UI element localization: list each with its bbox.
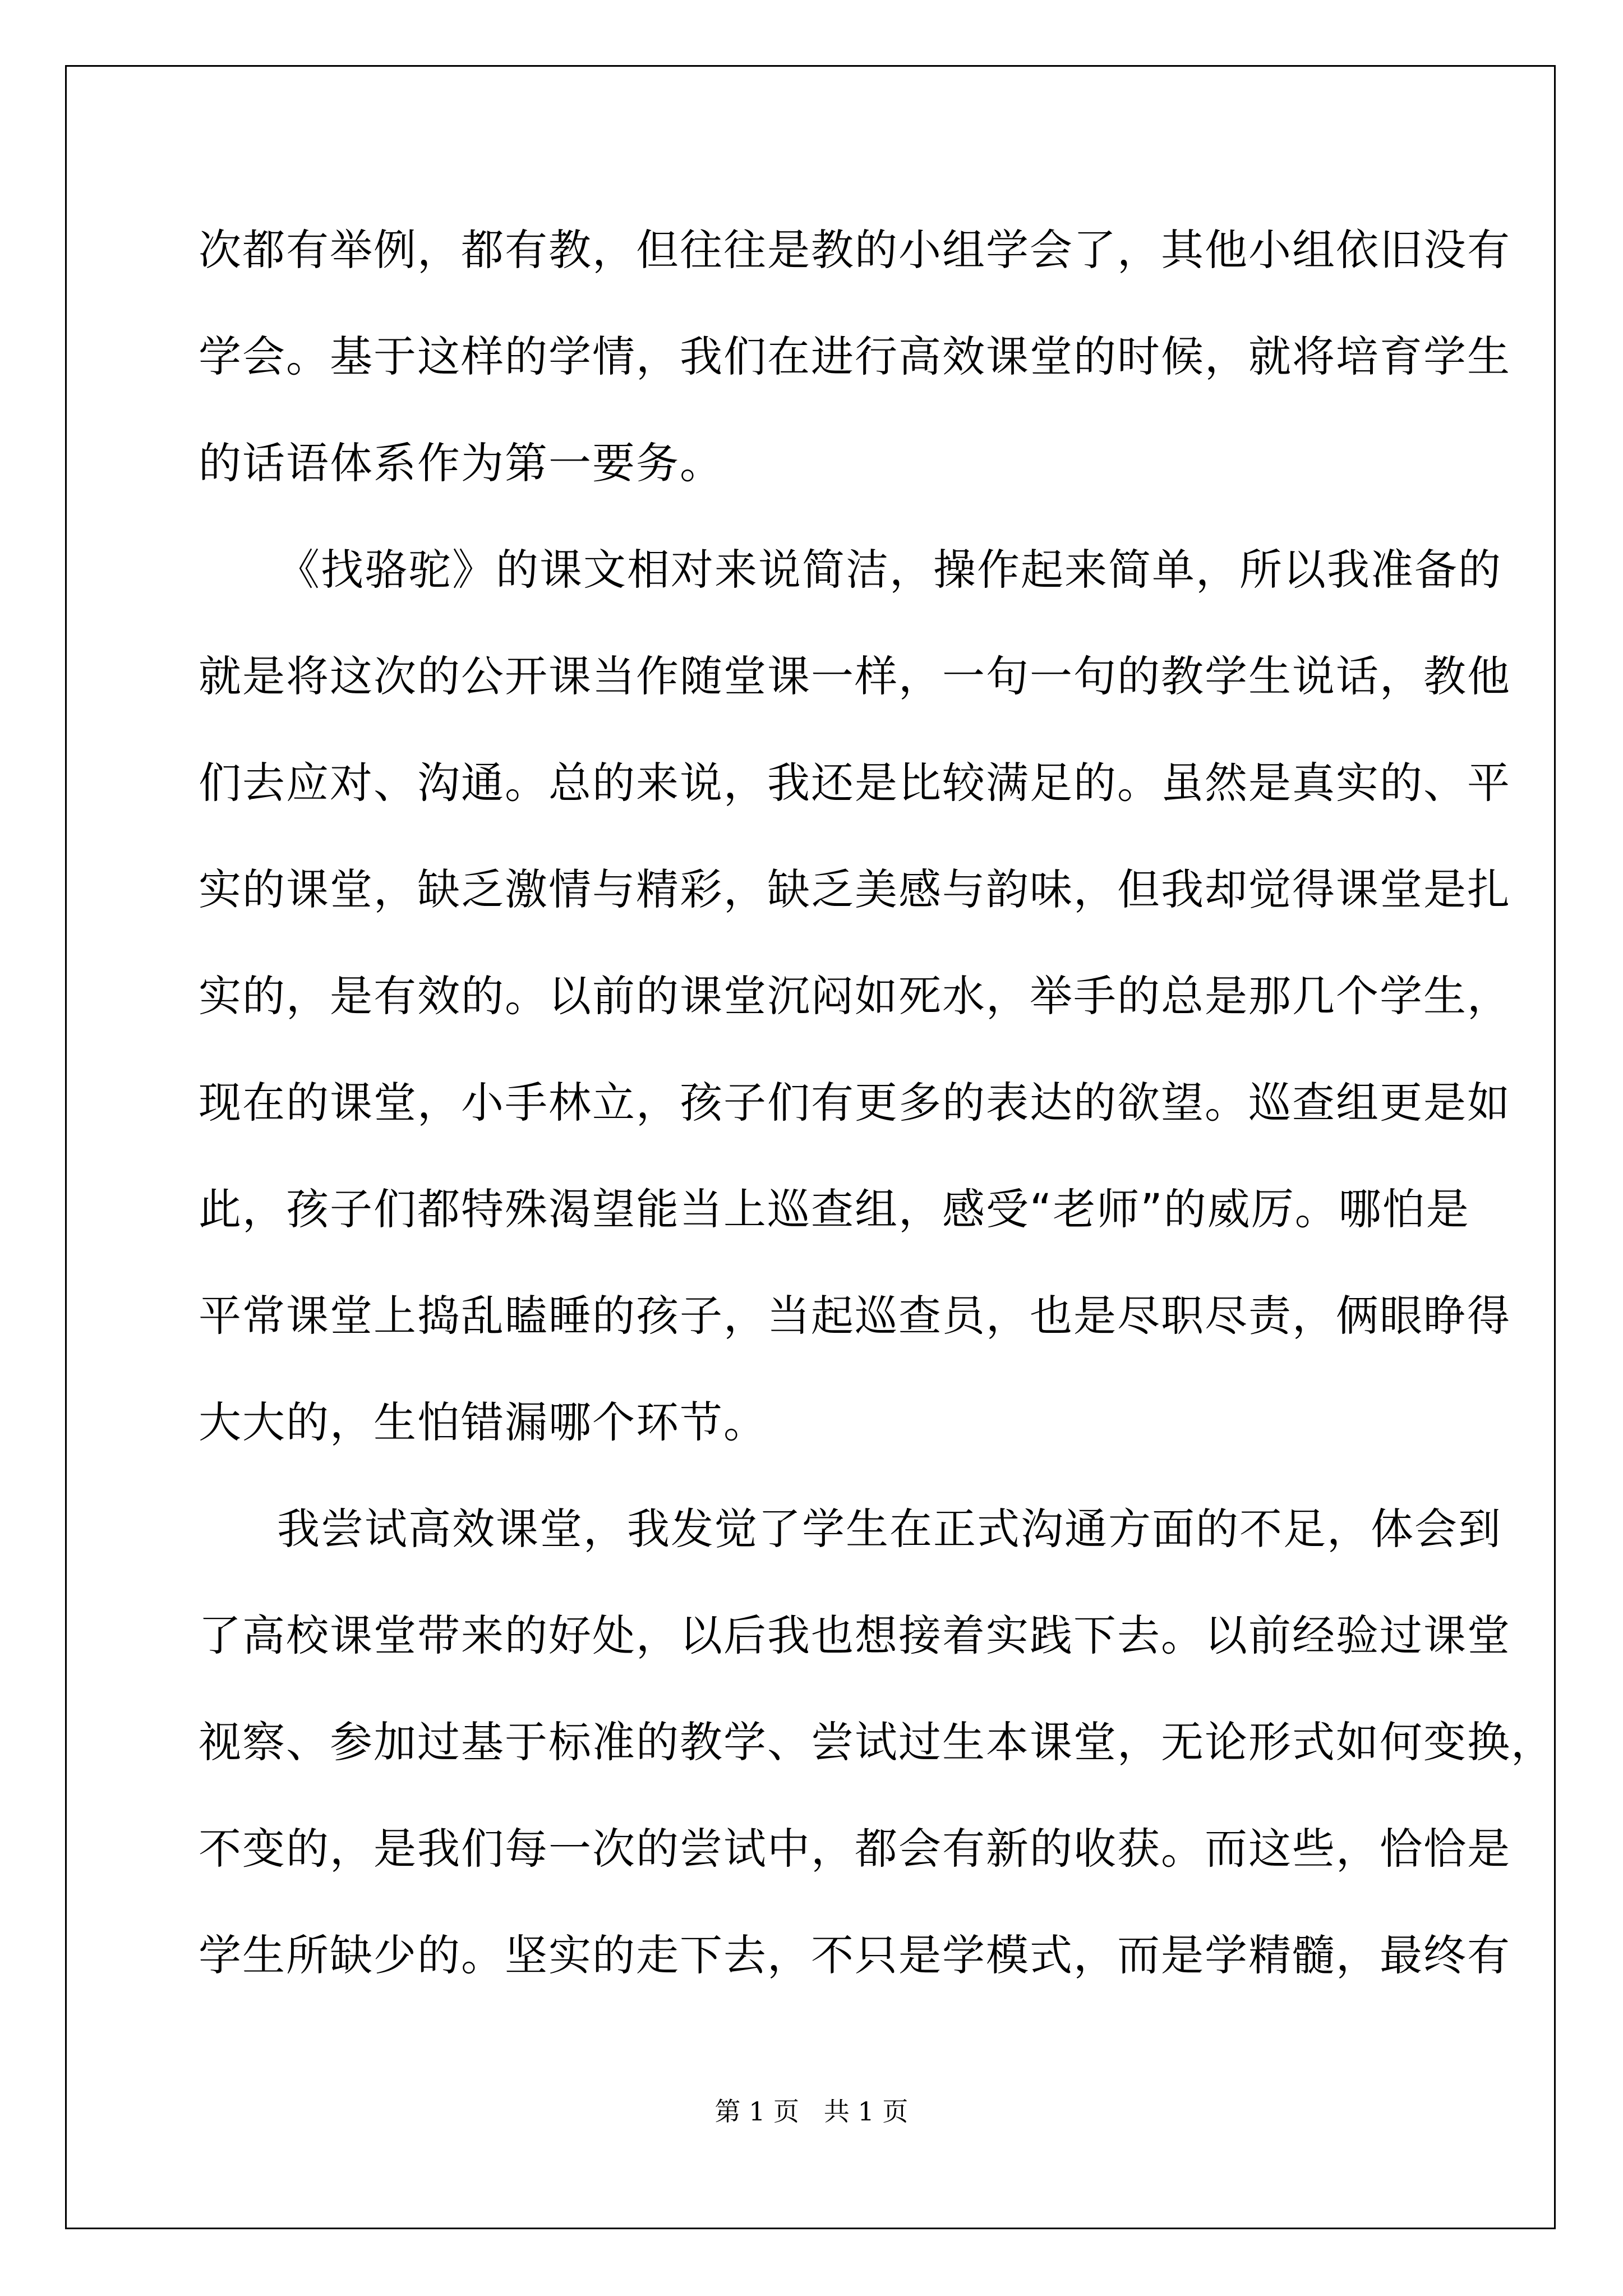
text-line-14: 了高校课堂带来的好处，以后我也想接着实践下去。以前经验过课堂 xyxy=(199,1611,1511,1660)
text-line-8: 实的，是有效的。以前的课堂沉闷如死水，举手的总是那几个学生， xyxy=(199,971,1511,1021)
text-line-6: 们去应对、沟通。总的来说，我还是比较满足的。虽然是真实的、平 xyxy=(199,758,1511,808)
text-line-17: 学生所缺少的。坚实的走下去，不只是学模式，而是学精髓，最终有 xyxy=(199,1930,1511,1980)
page-border xyxy=(65,65,1556,2229)
text-line-12: 大大的，生怕错漏哪个环节。 xyxy=(199,1397,767,1447)
text-line-13: 我尝试高效课堂，我发觉了学生在正式沟通方面的不足，体会到 xyxy=(277,1504,1502,1554)
text-line-11: 平常课堂上捣乱瞌睡的孩子，当起巡查员，也是尽职尽责，俩眼睁得 xyxy=(199,1291,1511,1341)
text-line-15: 视察、参加过基于标准的教学、尝试过生本课堂，无论形式如何变换， xyxy=(199,1717,1555,1767)
text-line-4: 《找骆驼》的课文相对来说简洁，操作起来简单，所以我准备的 xyxy=(277,545,1502,595)
text-line-7: 实的课堂，缺乏激情与精彩，缺乏美感与韵味，但我却觉得课堂是扎 xyxy=(199,864,1511,914)
page-number-footer: 第 1 页 共 1 页 xyxy=(714,2096,909,2127)
text-line-3: 的话语体系作为第一要务。 xyxy=(199,438,723,488)
text-line-1: 次都有举例，都有教，但往往是教的小组学会了，其他小组依旧没有 xyxy=(199,225,1511,275)
text-line-5: 就是将这次的公开课当作随堂课一样，一句一句的教学生说话，教他 xyxy=(199,651,1511,701)
text-line-16: 不变的，是我们每一次的尝试中，都会有新的收获。而这些，恰恰是 xyxy=(199,1824,1511,1874)
text-line-2: 学会。基于这样的学情，我们在进行高效课堂的时候，就将培育学生 xyxy=(199,332,1511,381)
text-line-9: 现在的课堂，小手林立，孩子们有更多的表达的欲望。巡查组更是如 xyxy=(199,1078,1511,1128)
text-line-10: 此，孩子们都特殊渴望能当上巡查组，感受“老师”的威厉。哪怕是 xyxy=(199,1184,1470,1234)
